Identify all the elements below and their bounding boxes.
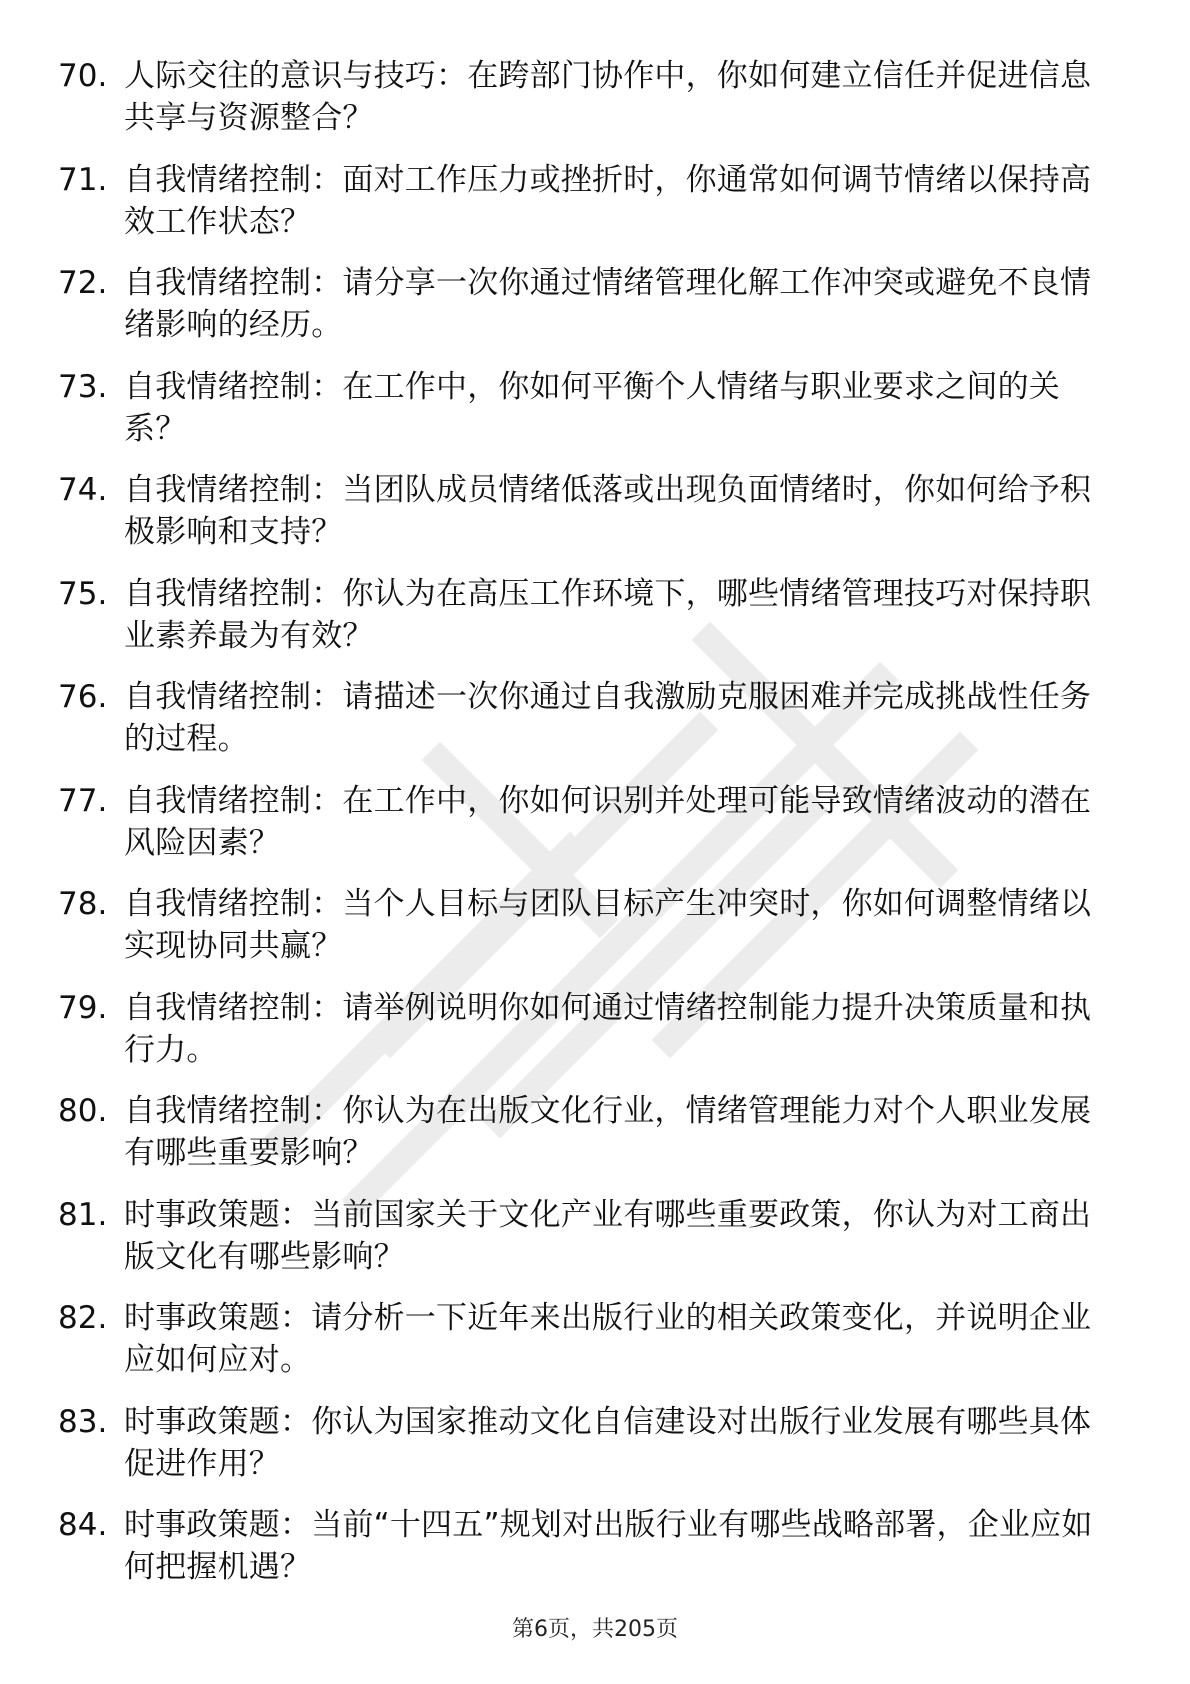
question-number: 81. — [58, 1196, 108, 1233]
question-text: 自我情绪控制：请描述一次你通过自我激励克服困难并完成挑战性任务的过程。 — [124, 679, 1092, 757]
question-number: 77. — [58, 782, 108, 819]
question-number: 71. — [58, 161, 108, 198]
list-item — [58, 883, 1128, 987]
question-number: 74. — [58, 472, 108, 508]
question-list — [58, 55, 1128, 1608]
question-text: 自我情绪控制：面对工作压力或挫折时，你通常如何调节情绪以保持高效工作状态？ — [124, 161, 1092, 240]
question-number: 80. — [58, 1093, 108, 1129]
question-text: 人际交往的意识与技巧：在跨部门协作中，你如何建立信任并促进信息共享与资源整合？ — [124, 58, 1092, 136]
list-item — [58, 1194, 1128, 1298]
list-item — [58, 1401, 1128, 1505]
question-text: 自我情绪控制：请举例说明你如何通过情绪控制能力提升决策质量和执行力。 — [124, 989, 1092, 1068]
question-text: 自我情绪控制：你认为在出版文化行业，情绪管理能力对个人职业发展有哪些重要影响？ — [124, 1093, 1092, 1171]
list-item — [58, 55, 1128, 159]
list-item — [58, 469, 1128, 573]
list-item — [58, 262, 1128, 366]
list-item — [58, 159, 1128, 263]
list-item — [58, 366, 1128, 470]
question-number: 82. — [58, 1300, 108, 1336]
question-number: 76. — [58, 679, 108, 715]
question-text: 自我情绪控制：在工作中，你如何识别并处理可能导致情绪波动的潜在风险因素？ — [124, 782, 1092, 861]
list-item — [58, 780, 1128, 884]
list-item — [58, 1297, 1128, 1401]
question-text: 自我情绪控制：当个人目标与团队目标产生冲突时，你如何调整情绪以实现协同共赢？ — [124, 886, 1092, 964]
question-number: 73. — [58, 368, 108, 405]
page-footer: 第6页，共205页 — [512, 1617, 678, 1642]
question-text: 自我情绪控制：在工作中，你如何平衡个人情绪与职业要求之间的关系？ — [124, 368, 1060, 447]
question-text: 时事政策题：请分析一下近年来出版行业的相关政策变化，并说明企业应如何应对。 — [124, 1300, 1092, 1378]
list-item — [58, 1090, 1128, 1194]
question-number: 84. — [58, 1507, 108, 1543]
list-item — [58, 987, 1128, 1091]
question-text: 时事政策题：当前国家关于文化产业有哪些重要政策，你认为对工商出版文化有哪些影响？ — [124, 1196, 1092, 1275]
question-number: 75. — [58, 575, 108, 612]
question-number: 72. — [58, 265, 108, 301]
question-number: 78. — [58, 886, 108, 922]
question-text: 自我情绪控制：请分享一次你通过情绪管理化解工作冲突或避免不良情绪影响的经历。 — [124, 265, 1092, 343]
question-text: 时事政策题：你认为国家推动文化自信建设对出版行业发展有哪些具体促进作用？ — [124, 1403, 1092, 1482]
question-number: 83. — [58, 1403, 108, 1440]
list-item — [58, 676, 1128, 780]
question-number: 70. — [58, 58, 108, 94]
question-number: 79. — [58, 989, 108, 1026]
list-item — [58, 573, 1128, 677]
list-item — [58, 1504, 1128, 1608]
question-text: 时事政策题：当前“十四五”规划对出版行业有哪些战略部署，企业应如何把握机遇？ — [124, 1507, 1093, 1585]
question-text: 自我情绪控制：你认为在高压工作环境下，哪些情绪管理技巧对保持职业素养最为有效？ — [124, 575, 1092, 654]
question-text: 自我情绪控制：当团队成员情绪低落或出现负面情绪时，你如何给予积极影响和支持？ — [124, 472, 1092, 550]
